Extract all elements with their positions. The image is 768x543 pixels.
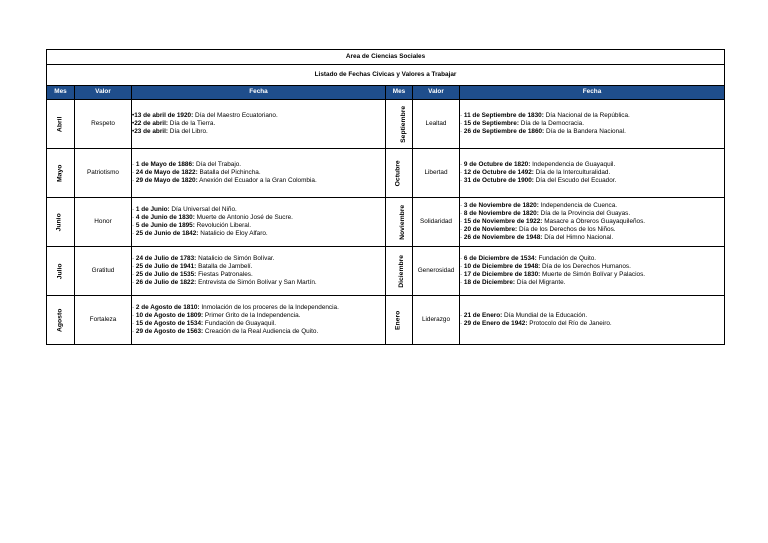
event-text: Batalla de Jambelí. <box>196 262 253 270</box>
header-row <box>47 86 725 100</box>
month-cell <box>386 100 413 149</box>
table-row <box>47 247 725 296</box>
event-text: Día de la Bandera Nacional. <box>544 128 626 136</box>
civic-dates-table <box>46 49 725 345</box>
bullet-icon: · <box>460 119 464 127</box>
date-text: 15 de Septiembre: <box>463 119 519 127</box>
bullet-icon: · <box>460 168 464 176</box>
dates-cell <box>132 247 386 296</box>
date-text: 29 de Agosto de 1563: <box>135 328 204 336</box>
month-cell <box>47 198 75 247</box>
bullet-icon: • <box>132 119 135 127</box>
date-item <box>132 222 385 230</box>
bullet-icon: · <box>132 262 136 270</box>
event-text: Día de la Democracia. <box>518 119 584 127</box>
value-label: Lealtad <box>413 100 460 149</box>
month-cell <box>47 247 75 296</box>
date-text: 29 de Mayo de 1820: <box>135 177 198 185</box>
value-label: Respeto <box>75 100 132 149</box>
dates-cell <box>132 296 386 345</box>
month-label: Abril <box>56 116 64 132</box>
bullet-icon: · <box>460 234 464 242</box>
bullet-icon: · <box>132 222 136 229</box>
event-text: Natalicio de Eloy Alfaro. <box>198 230 268 238</box>
bullet-icon: · <box>460 254 464 262</box>
bullet-icon: · <box>132 205 136 213</box>
month-cell <box>47 100 75 149</box>
date-item <box>460 226 724 234</box>
bullet-icon: · <box>460 311 464 319</box>
month-cell <box>386 296 413 345</box>
event-text: Fundación de Guayaquil. <box>203 320 276 327</box>
event-text: Independencia de Guayaquil. <box>530 160 616 168</box>
dates-cell <box>132 100 386 149</box>
table-row <box>47 296 725 345</box>
event-text: Día del Migrante. <box>515 279 566 287</box>
header-valor-left: Valor <box>75 86 132 100</box>
month-label: Noviembre <box>399 204 407 240</box>
event-text: Fundación de Quito. <box>536 254 597 262</box>
event-text: Día del Trabajo. <box>194 160 242 168</box>
bullet-icon: · <box>460 209 464 217</box>
bullet-icon: · <box>460 262 464 270</box>
event-text: Día Nacional de la República. <box>543 111 630 119</box>
bullet-icon: · <box>132 271 136 278</box>
event-text: Anexión del Ecuador a la Gran Colombia. <box>197 177 317 185</box>
bullet-icon: · <box>132 160 136 168</box>
date-item <box>460 128 724 136</box>
date-item <box>132 169 385 177</box>
date-item <box>132 120 385 128</box>
title-row <box>47 50 725 65</box>
event-text: Día de los Derechos de los Niños. <box>517 226 616 234</box>
date-item <box>460 218 724 226</box>
date-text: 15 de Agosto de 1534: <box>135 320 204 327</box>
table-row <box>47 198 725 247</box>
event-text: Creación de la Real Audiencia de Quito. <box>203 328 319 336</box>
header-valor-right: Valor <box>413 86 460 100</box>
date-item <box>460 120 724 128</box>
date-text: 11 de Septiembre de 1830: <box>463 111 544 119</box>
subtitle-row <box>47 65 725 86</box>
date-item <box>132 271 385 279</box>
bullet-icon: · <box>132 230 136 238</box>
date-text: 23 de abril: <box>134 128 168 136</box>
date-text: 26 de Noviembre de 1948: <box>463 234 543 242</box>
date-text: 4 de Junio de 1830: <box>135 213 195 221</box>
bullet-icon: · <box>132 177 136 185</box>
value-label: Honor <box>75 198 132 247</box>
month-cell <box>47 296 75 345</box>
date-item <box>132 263 385 271</box>
bullet-icon: · <box>132 213 136 221</box>
sheet-subtitle: Listado de Fechas Civicas y Valores a Trabajar <box>314 70 457 78</box>
month-cell <box>386 247 413 296</box>
bullet-icon: · <box>132 254 136 262</box>
sheet-subtitle-cell <box>47 65 725 86</box>
date-text: 3 de Noviembre de 1820: <box>463 201 539 209</box>
header-fecha-left: Fecha <box>132 86 386 100</box>
month-label: Julio <box>56 263 64 279</box>
date-text: 24 de Mayo de 1822: <box>135 168 198 176</box>
date-item <box>132 255 385 263</box>
date-item <box>132 328 385 336</box>
date-text: 26 de Septiembre de 1860: <box>463 128 545 136</box>
bullet-icon: · <box>132 311 136 319</box>
event-text: Día de la Tierra. <box>168 119 216 127</box>
date-text: 31 de Octubre de 1900: <box>463 177 534 185</box>
event-text: Entrevista de Simón Bolívar y San Martín. <box>196 279 317 287</box>
bullet-icon: • <box>132 111 135 119</box>
event-text: Primer Grito de la Independencia. <box>203 311 301 319</box>
date-item <box>460 202 724 210</box>
event-text: Batalla del Pichincha. <box>197 168 261 176</box>
header-fecha-right: Fecha <box>460 86 725 100</box>
value-label: Liderazgo <box>413 296 460 345</box>
date-item <box>132 161 385 169</box>
date-text: 25 de Junio de 1842: <box>135 230 199 238</box>
date-item <box>460 210 724 218</box>
event-text: Inmolación de los proceres de la Independencia. <box>199 303 339 311</box>
date-item <box>132 214 385 222</box>
dates-cell <box>460 100 725 149</box>
date-item <box>460 320 724 328</box>
header-mes-right: Mes <box>386 86 413 100</box>
month-cell <box>47 149 75 198</box>
date-text: 1 de Mayo de 1886: <box>135 160 195 168</box>
date-text: 17 de Diciembre de 1830: <box>463 271 541 278</box>
date-item <box>460 169 724 177</box>
date-item <box>460 112 724 120</box>
event-text: Día del Escudo del Ecuador. <box>533 177 617 185</box>
event-text: Día de la Provincia del Guayas. <box>538 209 631 217</box>
date-text: 24 de Julio de 1783: <box>135 254 197 262</box>
value-label: Generosidad <box>413 247 460 296</box>
bullet-icon: · <box>460 226 464 234</box>
date-text: 29 de Enero de 1942: <box>463 320 528 327</box>
bullet-icon: • <box>132 128 135 136</box>
date-item <box>132 279 385 287</box>
event-text: Fiestas Patronales. <box>196 271 253 278</box>
event-text: Protocolo del Río de Janeiro. <box>527 320 612 327</box>
bullet-icon: · <box>132 279 136 287</box>
value-label: Libertad <box>413 149 460 198</box>
date-item <box>460 255 724 263</box>
table-row <box>47 100 725 149</box>
date-item <box>460 271 724 279</box>
month-label: Enero <box>394 310 402 330</box>
date-text: 12 de Octubre de 1492: <box>463 168 534 176</box>
date-item <box>460 234 724 242</box>
event-text: Día Universal del Niño. <box>169 205 237 213</box>
month-label: Agosto <box>56 308 64 332</box>
table-body <box>47 100 725 345</box>
value-label: Solidaridad <box>413 198 460 247</box>
bullet-icon: · <box>460 111 464 119</box>
date-item <box>132 230 385 238</box>
event-text: Día Mundial de la Educación. <box>502 311 588 319</box>
event-text: Día de la Interculturalidad. <box>533 168 611 176</box>
value-label: Fortaleza <box>75 296 132 345</box>
header-mes-left: Mes <box>47 86 75 100</box>
date-text: 22 de abril: <box>134 119 168 127</box>
dates-cell <box>460 247 725 296</box>
date-item <box>460 263 724 271</box>
bullet-icon: · <box>132 168 136 176</box>
event-text: Día del Himno Nacional. <box>542 234 614 242</box>
event-text: Natalicio de Simón Bolívar. <box>196 254 275 262</box>
date-item <box>460 312 724 320</box>
date-text: 18 de Diciembre: <box>463 279 516 287</box>
date-text: 20 de Noviembre: <box>463 226 518 234</box>
month-cell <box>386 198 413 247</box>
date-text: 9 de Octubre de 1820: <box>463 160 531 168</box>
date-item <box>132 312 385 320</box>
month-label: Mayo <box>56 164 64 182</box>
date-text: 10 de Agosto de 1809: <box>135 311 204 319</box>
date-text: 5 de Junio de 1895: <box>135 222 195 229</box>
event-text: Muerte de Antonio José de Sucre. <box>194 213 293 221</box>
date-text: 10 de Diciembre de 1948: <box>463 262 541 270</box>
date-item <box>132 128 385 136</box>
date-item <box>460 177 724 185</box>
event-text: Revolución Liberal. <box>194 222 252 229</box>
bullet-icon: · <box>460 128 464 136</box>
bullet-icon: · <box>460 217 464 225</box>
date-text: 26 de Julio de 1822: <box>135 279 197 287</box>
date-text: 25 de Julio de 1941: <box>135 262 197 270</box>
date-text: 25 de Julio de 1535: <box>135 271 197 278</box>
date-text: 21 de Enero: <box>463 311 503 319</box>
value-label: Patriotismo <box>75 149 132 198</box>
event-text: Día del Maestro Ecuatoriano. <box>193 111 278 119</box>
table-row <box>47 149 725 198</box>
dates-cell <box>460 149 725 198</box>
date-text: 1 de Junio: <box>135 205 170 213</box>
dates-cell <box>132 198 386 247</box>
bullet-icon: · <box>460 177 464 185</box>
value-label: Gratitud <box>75 247 132 296</box>
bullet-icon: · <box>460 271 464 278</box>
date-item <box>132 177 385 185</box>
bullet-icon: · <box>460 160 464 168</box>
month-label: Junio <box>56 212 64 232</box>
dates-cell <box>460 198 725 247</box>
bullet-icon: · <box>460 279 464 287</box>
event-text: Independencia de Cuenca. <box>538 201 618 209</box>
month-cell <box>386 149 413 198</box>
event-text: Día de los Derechos Humanos. <box>540 262 631 270</box>
date-text: 6 de Diciembre de 1534: <box>463 254 537 262</box>
date-text: 13 de abril de 1920: <box>134 111 194 119</box>
bullet-icon: · <box>132 320 136 327</box>
bullet-icon: · <box>460 201 464 209</box>
date-text: 8 de Noviembre de 1820: <box>463 209 539 217</box>
month-label: Octubre <box>394 159 402 187</box>
sheet-title: Area de Ciencias Sociales <box>47 50 725 65</box>
date-item <box>460 161 724 169</box>
month-label: Diciembre <box>398 254 406 288</box>
date-item <box>132 320 385 328</box>
date-item <box>460 279 724 287</box>
event-text: Muerte de Simón Bolívar y Palacios. <box>540 271 646 278</box>
bullet-icon: · <box>132 328 136 336</box>
date-text: 2 de Agosto de 1810: <box>135 303 200 311</box>
date-text: 15 de Noviembre de 1922: <box>463 217 543 225</box>
bullet-icon: · <box>132 303 136 311</box>
date-item <box>132 304 385 312</box>
event-text: Masacre a Obreros Guayaquileños. <box>542 217 646 225</box>
date-item <box>132 112 385 120</box>
dates-cell <box>460 296 725 345</box>
bullet-icon: · <box>460 320 464 327</box>
date-item <box>132 206 385 214</box>
event-text: Día del Libro. <box>168 128 208 136</box>
month-label: Septiembre <box>400 105 408 143</box>
dates-cell <box>132 149 386 198</box>
